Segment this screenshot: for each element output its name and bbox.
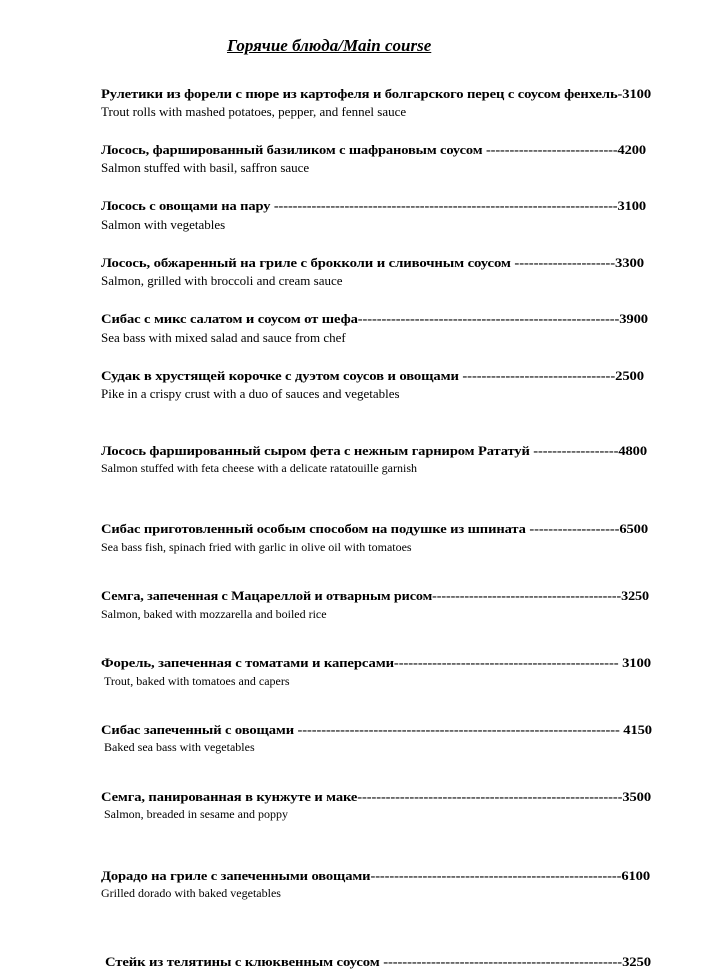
menu-item-title-en: Salmon, baked with mozzarella and boiled rice bbox=[101, 607, 327, 621]
menu-item-title-en: Salmon stuffed with feta cheese with a delicate ratatouille garnish bbox=[101, 461, 418, 475]
menu-item-title-ru: Семга, запеченная с Мацареллой и отварным рисом-----------------------------------------3250 bbox=[101, 588, 649, 603]
menu-item-title-ru: Стейк из телятины с клюквенным соусом --------------------------------------------------3250 bbox=[105, 954, 651, 969]
menu-item-title-ru: Сибас приготовленный особым способом на подушке из шпината -------------------6500 bbox=[101, 521, 648, 536]
menu-item-title-ru: Семга, панированная в кунжуте и маке--------------------------------------------------------3500 bbox=[101, 789, 651, 804]
menu-item-title-ru: Форель, запеченная с томатами и каперсами----------------------------------------------- 3100 bbox=[101, 655, 651, 670]
menu-item-title-en: Grilled dorado with baked vegetables bbox=[101, 886, 281, 900]
menu-item-title-ru: Лосось с овощами на пару -------------------------------------------------------------------------3100 bbox=[101, 198, 646, 213]
menu-item-title-en: Salmon, breaded in sesame and poppy bbox=[104, 807, 288, 821]
menu-item-title-ru: Рулетики из форели с пюре из картофеля и болгарского перец с соусом фенхель-3100 bbox=[101, 86, 651, 101]
menu-item-title-en: Sea bass with mixed salad and sauce from chef bbox=[101, 330, 346, 345]
menu-item-title-en: Baked sea bass with vegetables bbox=[104, 740, 255, 754]
menu-item-title-ru: Лосось фаршированный сыром фета с нежным гарниром Рататуй ------------------4800 bbox=[101, 443, 647, 458]
menu-item-title-en: Sea bass fish, spinach fried with garlic in olive oil with tomatoes bbox=[101, 540, 412, 554]
menu-item-title-ru: Сибас с микс салатом и соусом от шефа-------------------------------------------------------3900 bbox=[101, 311, 648, 326]
menu-item-title-en: Trout rolls with mashed potatoes, pepper, and fennel sauce bbox=[101, 104, 407, 119]
menu-item-title-en: Salmon, grilled with broccoli and cream sauce bbox=[101, 273, 343, 288]
menu-item-title-en: Salmon with vegetables bbox=[101, 217, 226, 232]
menu-item-title-ru: Судак в хрустящей корочке с дуэтом соусов и овощами --------------------------------2500 bbox=[101, 368, 644, 383]
menu-item-title-en: Salmon stuffed with basil, saffron sauce bbox=[101, 160, 310, 175]
page-title: Горячие блюда/Main course bbox=[227, 36, 432, 55]
menu-item-title-ru: Сибас запеченный с овощами -------------------------------------------------------------------- 4150 bbox=[101, 722, 652, 737]
menu-item-title-en: Pike in a crispy crust with a duo of sauces and vegetables bbox=[101, 386, 400, 401]
menu-item-title-ru: Дорадо на гриле с запеченными овощами-----------------------------------------------------6100 bbox=[101, 868, 650, 883]
menu-item-title-ru: Лосось, обжаренный на гриле с брокколи и сливочным соусом ---------------------3300 bbox=[101, 255, 644, 270]
menu-item-title-en: Trout, baked with tomatoes and capers bbox=[104, 674, 290, 688]
menu-item-title-ru: Лосось, фаршированный базиликом с шафрановым соусом ----------------------------4200 bbox=[101, 142, 646, 157]
